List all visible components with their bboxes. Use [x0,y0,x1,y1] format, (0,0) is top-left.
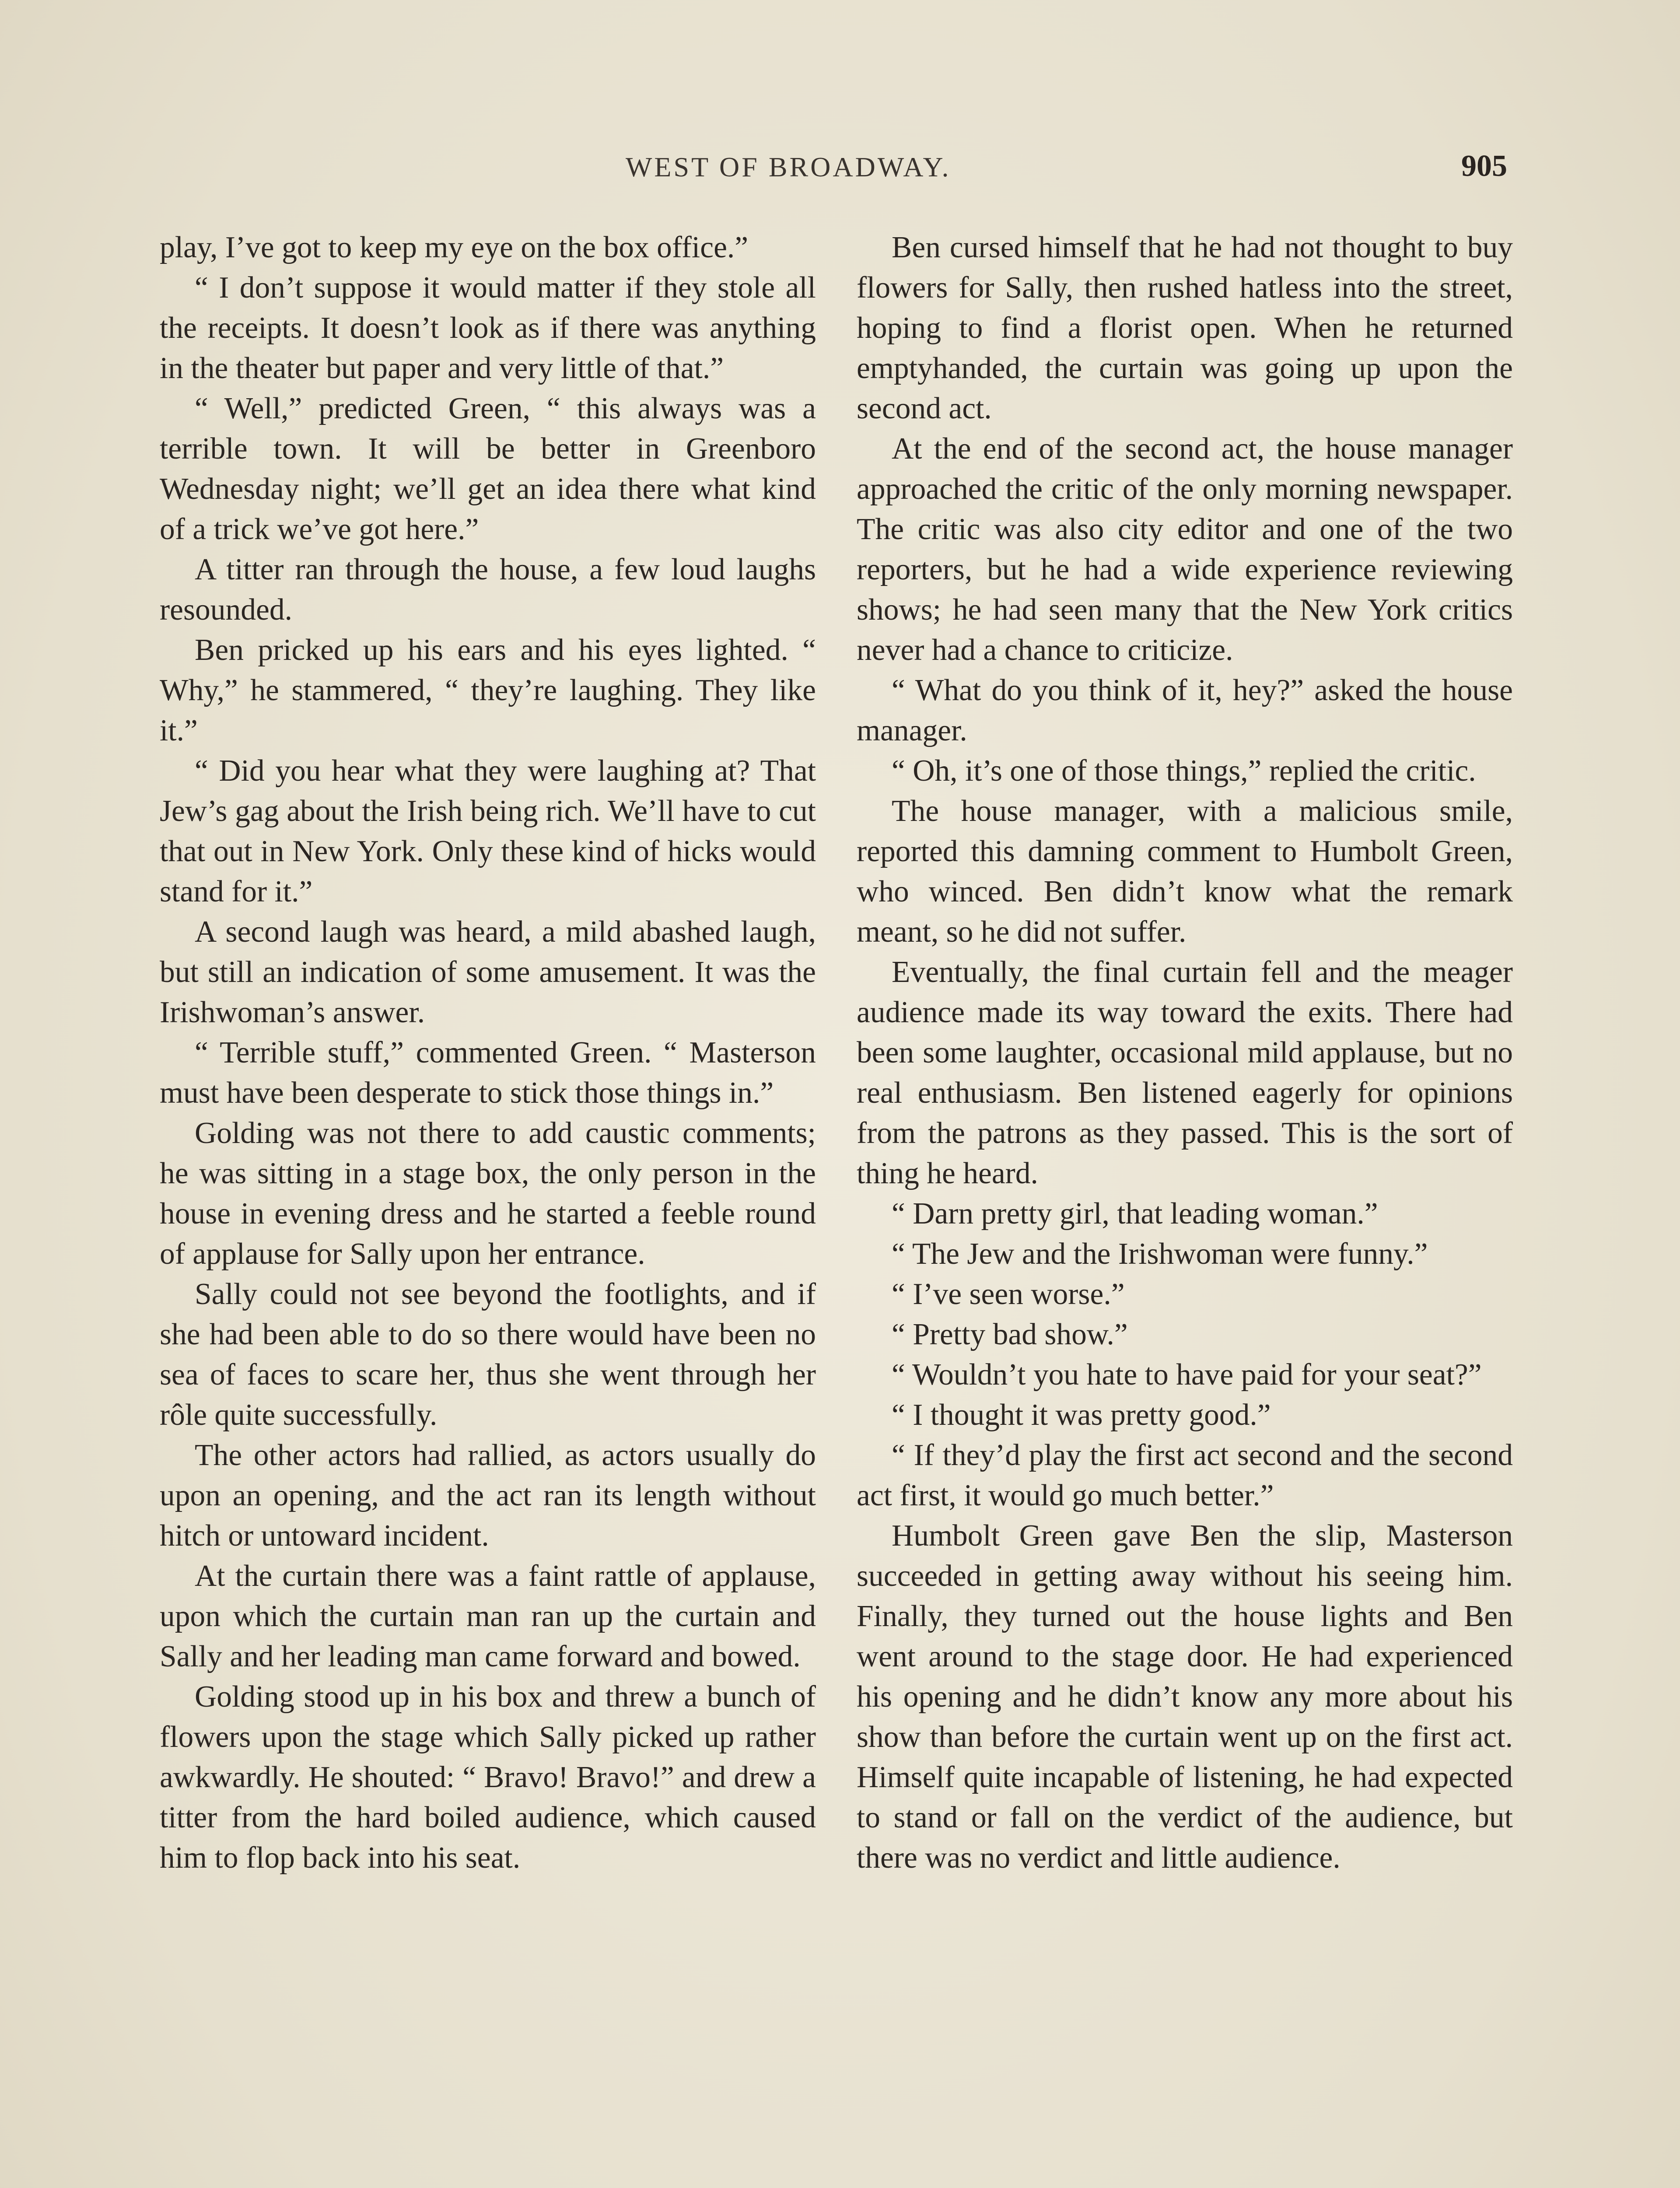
paragraph: “ The Jew and the Irishwoman were funny.” [892,1237,1428,1271]
paragraph: “ Wouldn’t you hate to have paid for your seat?” [892,1358,1482,1392]
paragraph: Golding stood up in his box and threw a bunch of flowers upon the stage which Sally picked up rather awkwardly. He shouted: “ Bravo! Bravo!” and drew a titter from the hard boiled audience, which caused him to flop back into his seat. [160,1680,816,1875]
paragraph: The other actors had rallied, as actors usually do upon an opening, and the act ran its length without hitch or untoward incident. [160,1438,816,1553]
paragraph: “ Did you hear what they were laughing at? That Jew’s gag about the Irish being rich. We’ll have to cut that out in New York. Only these kind of hicks would stand for it.” [160,754,816,908]
running-title: WEST OF BROADWAY. [626,151,951,182]
paragraph: The house manager, with a malicious smile, reported this damning comment to Humbolt Green, who winced. Ben didn’t know what the remark meant, so he did not suffer. [857,794,1513,949]
paragraph: A second laugh was heard, a mild abashed laugh, but still an indication of some amusement. It was the Irishwoman’s answer. [160,915,816,1029]
paragraph: Eventually, the final curtain fell and the meager audience made its way toward the exits. There had been some laughter, occasional mild applause, but no real enthusiasm. Ben listened eagerly for opinions from the patrons as they passed. This is the sort of thing he heard. [857,955,1513,1190]
paragraph: “ I thought it was pretty good.” [892,1398,1271,1432]
paragraph: “ Darn pretty girl, that leading woman.” [892,1197,1378,1231]
paragraph: play, I’ve got to keep my eye on the box office.” [160,231,749,264]
paragraph: “ Pretty bad show.” [892,1318,1128,1351]
paragraph: “ I don’t suppose it would matter if they stole all the receipts. It doesn’t look as if there was anything in the theater but paper and very little of that.” [160,271,816,385]
page-number: 905 [1461,149,1507,183]
left-column [160,228,816,1878]
paragraph: “ Oh, it’s one of those things,” replied the critic. [892,754,1476,788]
paragraph: Ben pricked up his ears and his eyes lighted. “ Why,” he stammered, “ they’re laughing. They like it.” [160,633,816,747]
right-column [857,228,1513,1878]
paragraph: Sally could not see beyond the footlights, and if she had been able to do so there would have been no sea of faces to scare her, thus she went through her rôle quite successfully. [160,1277,816,1432]
paragraph: Ben cursed himself that he had not thought to buy flowers for Sally, then rushed hatless into the street, hoping to find a florist open. When he returned emptyhanded, the curtain was going up upon the second act. [857,231,1513,425]
paragraph: “ If they’d play the first act second and the second act first, it would go much better.” [857,1438,1513,1512]
paragraph: “ What do you think of it, hey?” asked the house manager. [857,673,1513,747]
paragraph: “ Well,” predicted Green, “ this always was a terrible town. It will be better in Greenboro Wednesday night; we’ll get an idea there what kind of a trick we’ve got here.” [160,392,816,546]
paragraph: “ Terrible stuff,” commented Green. “ Masterson must have been desperate to stick those things in.” [160,1036,816,1110]
paragraph: “ I’ve seen worse.” [892,1277,1125,1311]
paragraph: At the curtain there was a faint rattle of applause, upon which the curtain man ran up the curtain and Sally and her leading man came forward and bowed. [160,1559,816,1673]
paragraph: Golding was not there to add caustic comments; he was sitting in a stage box, the only person in the house in evening dress and he started a feeble round of applause for Sally upon her entrance. [160,1116,816,1271]
paragraph: Humbolt Green gave Ben the slip, Masterson succeeded in getting away without his seeing him. Finally, they turned out the house lights and Ben went around to the stage door. He had experienced his opening and he didn’t know any more about his show than before the curtain went up on the first act. Himself quite incapable of listening, he had expected to stand or fall on the verdict of the audience, but there was no verdict and little audience. [857,1519,1513,1875]
paragraph: At the end of the second act, the house manager approached the critic of the only morning newspaper. The critic was also city editor and one of the two reporters, but he had a wide experience reviewing shows; he had seen many that the New York critics never had a chance to criticize. [857,432,1513,667]
paragraph: A titter ran through the house, a few loud laughs resounded. [160,553,816,627]
